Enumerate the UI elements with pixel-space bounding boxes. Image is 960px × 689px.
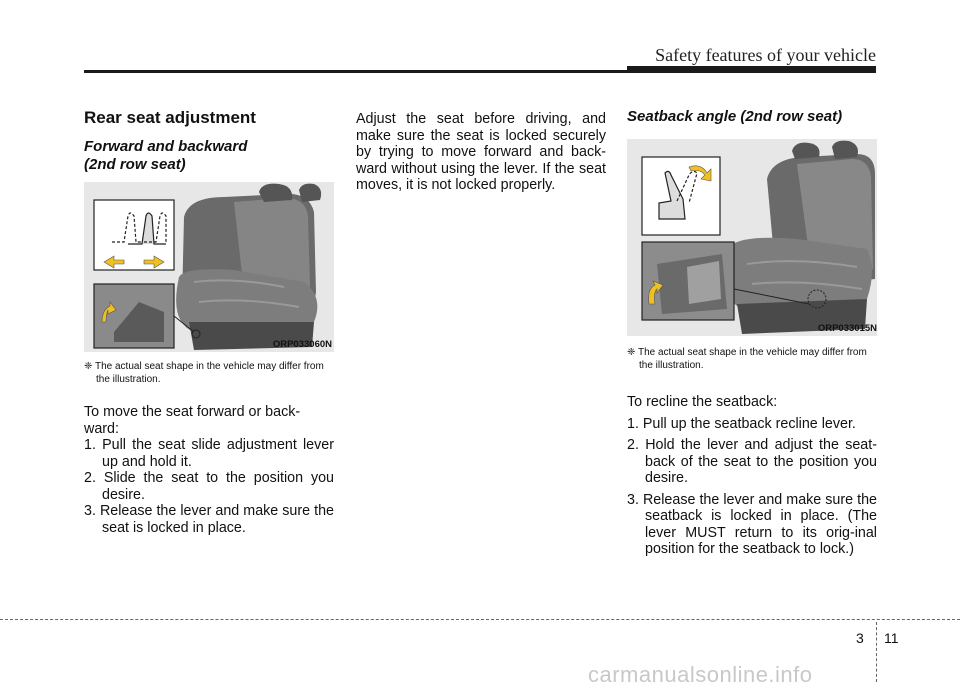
illustration-note: ❈ The actual seat shape in the vehicle may differ from the illustration. [84,361,324,385]
footer-divider [876,622,877,682]
instructions-lead: To recline the seatback: [627,394,778,410]
watermark: carmanualsonline.info [588,662,813,687]
step-item: 2. Slide the seat to the position you desire. [84,470,334,503]
figure-code: ORP033060N [272,339,332,350]
step-item: 2. Hold the lever and adjust the seat-back of the seat to the position you desire. [627,437,877,486]
step-item: 1. Pull up the seatback recline lever. [627,415,856,432]
section-title: Rear seat adjustment [84,108,256,127]
footer-rule [0,619,960,620]
chapter-number: 3 [856,630,864,646]
page-number: 11 [884,630,899,646]
step-item: 3. Release the lever and make sure the seatback is locked in place. (The lever MUST return to its orig-inal position for the seatback to lock.) [627,491,877,557]
slide-steps [84,437,334,536]
seat-slide-illustration [84,182,334,352]
step-item: 3. Release the lever and make sure the seat is locked in place. [84,503,334,536]
instructions-lead: To move the seat forward or back-ward: [84,404,301,437]
right-column [627,108,877,558]
lock-check-paragraph: Adjust the seat before driving, and make sure the seat is locked securely by trying to move forward and back-ward without using the lever. If the seat moves, it is not locked properly. [356,111,606,193]
seatback-recline-illustration [627,139,877,336]
recline-steps [627,416,877,558]
seatback-image [627,139,877,336]
figure-code: ORP033015N [817,323,877,334]
running-header: Safety features of your vehicle [655,45,876,65]
left-column [84,108,334,536]
middle-column [356,111,606,194]
subsection-title-forward-backward [84,138,334,174]
subtitle-line-1: Forward and backward [84,138,248,155]
subtitle-line-2: (2nd row seat) [84,156,186,173]
header-rule-accent [627,66,876,72]
step-item: 1. Pull the seat slide adjustment lever up and hold it. [84,437,334,470]
rear-seat-image [84,182,334,352]
subsection-title-seatback-angle: Seatback angle (2nd row seat) [627,108,843,125]
illustration-note: ❈ The actual seat shape in the vehicle may differ from the illustration. [627,347,867,371]
